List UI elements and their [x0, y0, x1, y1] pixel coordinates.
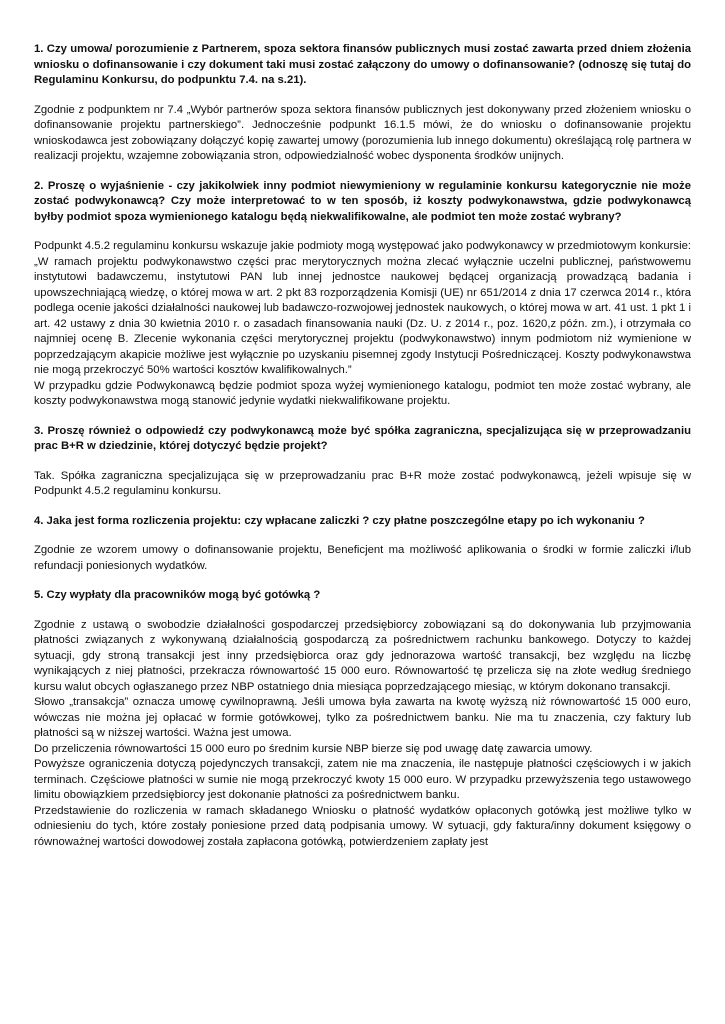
answer-paragraph: Zgodnie ze wzorem umowy o dofinansowanie projektu, Beneficjent ma możliwość aplikowania o środki w formie zaliczki i/lub refundacji poniesionych wydatków. [34, 544, 691, 572]
answer-paragraph: Powyższe ograniczenia dotyczą pojedynczych transakcji, zatem nie ma znaczenia, ile następuje płatności częściowych i w jakich terminach. Częściowe płatności w sumie nie mogą przekroczyć kwoty 15 000 euro. W przypadku przewyższenia tego ustawowego limitu obowiązkiem przedsiębiorcy jest dokonanie płatności za pośrednictwem banku. [34, 758, 691, 801]
answer-paragraph: Do przeliczenia równowartości 15 000 euro po średnim kursie NBP bierze się pod uwagę datę zawarcia umowy. [34, 742, 593, 755]
answer-paragraph: Zgodnie z ustawą o swobodzie działalności gospodarczej przedsiębiorcy zobowiązani są do dokonywania lub przyjmowania płatności związanych z wykonywaną działalnością gospodarczą za pośrednictwem rachunku bankowego. Dotyczy to każdej sytuacji, gdy stroną transakcji jest inny przedsiębiorca oraz gdy jednorazowa wartość transakcji, bez względu na liczbę wynikających z niej płatności, przekracza równowartość 15 000 euro. Równowartość tę przelicza się na złote według średniego kursu walut obcych ogłaszanego przez NBP ostatniego dnia miesiąca poprzedzającego miesiąc, w którym dokonano transakcji. [34, 618, 691, 693]
qa-section-5 [34, 588, 691, 850]
answer-paragraph: Przedstawienie do rozliczenia w ramach składanego Wniosku o płatność wydatków opłaconych gotówką jest możliwe tylko w odniesieniu do tych, które zostały poniesione przed datą podpisania umowy. W sytuacji, gdy faktura/inny dokument księgowy o równoważnej wartości dowodowej została zapłacona gotówką, potwierdzeniem zapłaty jest [34, 804, 691, 848]
qa-section-2 [34, 179, 691, 410]
answer-3 [34, 469, 691, 500]
question-1: 1. Czy umowa/ porozumienie z Partnerem, spoza sektora finansów publicznych musi zostać zawarta przed dniem złożenia wniosku o dofinansowanie i czy dokument taki musi zostać załączony do umowy o dofinansowanie? (odnoszę się tutaj do Regulaminu Konkursu, do podpunktu 7.4. na s.21). [34, 43, 691, 86]
question-5: 5. Czy wypłaty dla pracowników mogą być gotówką ? [34, 589, 321, 601]
answer-paragraph: Słowo „transakcja” oznacza umowę cywilnoprawną. Jeśli umowa była zawarta na kwotę wyższą niż równowartość 15 000 euro, wówczas nie można jej opłacać w formie gotówkowej, tylko za pośrednictwem banku. Nie ma tu znaczenia, czy faktury lub płatności są w niższej wartości. Ważna jest umowa. [34, 696, 691, 739]
question-3: 3. Proszę również o odpowiedź czy podwykonawcą może być spółka zagraniczna, specjalizująca się w przeprowadzaniu prac B+R w dziedzinie, której dotyczyć będzie projekt? [34, 424, 691, 452]
qa-section-4 [34, 514, 691, 575]
answer-paragraph: Zgodnie z podpunktem nr 7.4 „Wybór partnerów spoza sektora finansów publicznych jest dokonywany przed złożeniem wniosku o dofinansowanie projektu partnerskiego”. Jednocześnie podpunkt 16.1.5 mówi, że do wniosku o dofinansowanie projektu wnioskodawca jest zobowiązany dołączyć kopię zawartej umowy (porozumienia lub innego dokumentu) określającą rolę partnera w realizacji projektu, wzajemne zobowiązania stron, odpowiedzialność wobec dysponenta środków unijnych. [34, 103, 691, 162]
answer-4 [34, 543, 691, 574]
answer-paragraph: Tak. Spółka zagraniczna specjalizująca się w przeprowadzaniu prac B+R może zostać podwykonawcą, jeżeli wpisuje się w Podpunkt 4.5.2 regulaminu konkursu. [34, 469, 691, 497]
answer-1 [34, 103, 691, 165]
qa-section-3 [34, 424, 691, 500]
answer-2 [34, 239, 691, 410]
question-2: 2. Proszę o wyjaśnienie - czy jakikolwiek inny podmiot niewymieniony w regulaminie konkursu kategorycznie nie może zostać podwykonawcą? Czy może interpretować to w ten sposób, iż koszty podwykonawstwa, gdzie podwykonawcą byłby podmiot spoza wymienionego katalogu będą niekwalifikowalne, ale podmiot ten może zostać wybrany? [34, 179, 691, 223]
answer-5 [34, 618, 691, 851]
qa-section-1 [34, 42, 691, 165]
answer-paragraph: W przypadku gdzie Podwykonawcą będzie podmiot spoza wyżej wymienionego katalogu, podmiot ten może zostać wybrany, ale koszty podwykonawstwa mogą stanowić jedynie wydatki niekwalifikowane projektu. [34, 379, 691, 407]
answer-paragraph: Podpunkt 4.5.2 regulaminu konkursu wskazuje jakie podmioty mogą występować jako podwykonawcy w przedmiotowym konkursie: „W ramach projektu podwykonawstwo części prac merytorycznych można zlecać wyłącznie uczelni publicznej, państwowemu instytutowi badawczemu, instytutowi PAN lub innej jednostce naukowej będącej organizacją prowadzącą badania i upowszechniającą wiedzę, o której mowa w art. 2 pkt 83 rozporządzenia Komisji (UE) nr 651/2014 z dnia 17 czerwca 2014 r., która podlega ocenie jakości działalności naukowej lub badawczo-rozwojowej jednostek naukowych, o której mowa w art. 41 ust. 1 pkt 1 i art. 42 ustawy z dnia 30 kwietnia 2010 r. o zasadach finansowania nauki (Dz. U. z 2014 r., poz. 1620,z późn. zm.), i otrzymała co najmniej ocenę B. Zlecenie wykonania części merytorycznej projektu (podwykonawstwo) innym podmiotom niż wymienione w poprzedzającym akapicie możliwe jest wyłącznie po uzyskaniu pisemnej zgody Instytucji Pośredniczącej. Koszty podwykonawstwa nie mogą przekroczyć 50% wartości kosztów kwalifikowalnych.” [34, 240, 691, 376]
question-4: 4. Jaka jest forma rozliczenia projektu: czy wpłacane zaliczki ? czy płatne poszczególne etapy po ich wykonaniu ? [34, 514, 645, 527]
